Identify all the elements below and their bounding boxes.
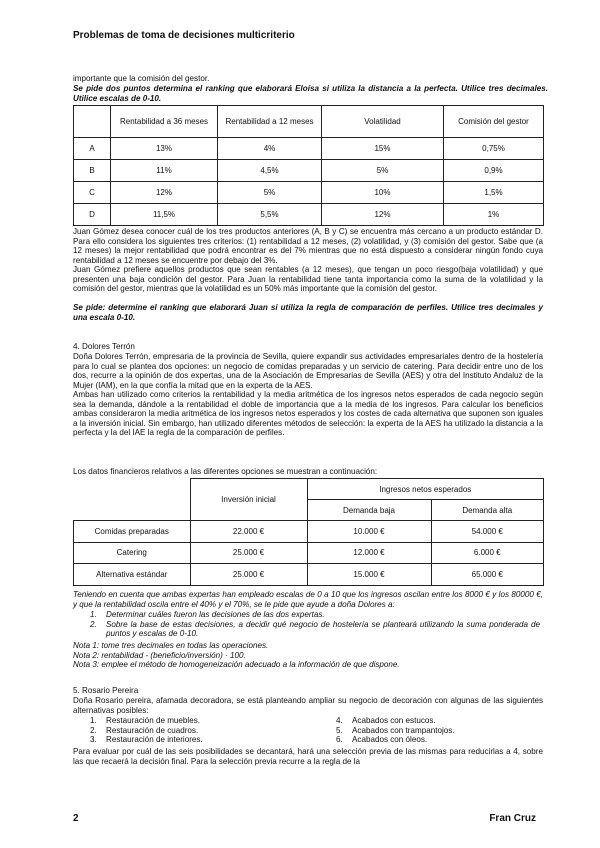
table-cell: 6.000 € [431,542,544,564]
footer-author: Fran Cruz [489,813,536,824]
intro-line: importante que la comisión del gestor. [73,74,210,83]
list-item [90,620,540,639]
dolores-paragraph-3: Los datos financieros relativos a las diferentes opciones se muestran a continuación: [73,467,378,476]
table-header-cell: Rentabilidad a 12 meses [218,106,322,138]
list-number: 2. [90,725,97,735]
table-cell: 1% [444,204,544,226]
table-header-cell: Comisión del gestor [444,106,544,138]
page-number: 2 [73,813,79,824]
table-cell: D [74,204,111,226]
funds-table [73,105,544,226]
note: Nota 3: emplee el método de homogeneización adecuado a la información de que dispone. [73,660,400,670]
table-cell: 25.000 € [190,542,307,564]
list-item [90,735,310,745]
table-cell: 0,75% [444,138,544,160]
table-cell: 25.000 € [190,564,307,586]
table-cell: 5,5% [218,204,322,226]
table-cell: 22.000 € [190,521,307,543]
note: Nota 2: rentabilidad - (beneficio/inversión) · 100. [73,650,246,660]
list-text: Acabados con óleos. [352,735,428,745]
intro-question: Se pide dos puntos determina el ranking que elaborará Eloísa si utiliza la distancia a la perfecta. Utilice tres decimales. Utilice escalas de 0-10. [73,84,548,103]
list-item [90,716,310,726]
dolores-paragraph-1: Doña Dolores Terrón, empresaria de la provincia de Sevilla, quiere expandir sus actividades empresariales dentro de la hostelería para lo cual se plantea dos opciones: un negocio de comidas preparadas y un servicio de catering. Para decidir entre uno de los dos, recurre a la opinión de dos expertas, una de la Asociación de Empresarias de Sevilla (AES) y otra del Instituto Andaluz de la Mujer (IAM), en la que confía la mitad que en la experta de la AES. [73,352,543,390]
table-cell: Catering [74,542,191,564]
list-number: 4. [336,716,343,725]
list-number: 5. [336,725,343,735]
financial-table [73,478,544,586]
table-cell: 10.000 € [307,521,431,543]
dolores-task-list [90,610,540,639]
list-text: Acabados con estucos. [352,716,436,725]
table-cell: 12% [111,182,218,204]
table-row [74,138,544,160]
table-cell: 1,5% [444,182,544,204]
table-cell: 13% [111,138,218,160]
table-cell: 5% [218,182,322,204]
juan-paragraph-2: Juan Gómez prefiere aquellos productos que sean rentables (a 12 meses), que tengan un poco riesgo(baja volatilidad) y que presenten una baja condición del gestor. Para Juan la rentabilidad tiene tanta importancia como la suma de la volatilidad y la comisión del gestor, mientras que la volatilidad es un 50% más importante que la comisión del gestor. [73,265,543,294]
table-cell: 15.000 € [307,564,431,586]
list-item [90,726,310,736]
table-cell: 12.000 € [307,542,431,564]
table-header-cell: Demanda alta [431,500,544,521]
table-cell: 11% [111,160,218,182]
list-text: Restauración de muebles. [106,716,201,725]
table-cell: 65.000 € [431,564,544,586]
table-cell: Alternativa estándar [74,564,191,586]
page-header: Problemas de toma de decisiones multicriterio [73,30,295,41]
list-text: Sobre la base de estas decisiones, a decidir qué negocio de hostelería se planteará utilizando la suma ponderada de puntos y escalas de 0-10. [106,619,540,639]
table-cell: C [74,182,111,204]
list-item [336,716,536,726]
table-header-cell: Ingresos netos esperados [307,479,544,500]
list-number: 1. [90,716,97,725]
table-cell: 15% [322,138,444,160]
table-header-cell: Demanda baja [307,500,431,521]
table-cell: 12% [322,204,444,226]
table-row [74,182,544,204]
table-header-cell: Volatilidad [322,106,444,138]
table-row [74,564,544,586]
list-text: Determinar cuáles fueron las decisiones de las dos expertas. [106,610,325,619]
table-header-row [74,106,544,138]
table-row [74,160,544,182]
table-row [74,521,544,543]
list-number: 6. [336,735,343,745]
alternatives-right [336,716,536,745]
note: Nota 1: tome tres decimales en todas las operaciones. [73,641,269,650]
table-row [74,204,544,226]
table-cell: 4,5% [218,160,322,182]
rosario-paragraph-1: Doña Rosario pereira, afamada decoradora, se está planteando ampliar su negocio de decoración con algunas de las siguientes alternativas posibles: [73,696,543,715]
list-item [336,726,536,736]
list-item [336,735,536,745]
table-header-cell [74,106,111,138]
table-row [74,542,544,564]
table-corner-cell [74,479,191,521]
notes [73,641,543,670]
table-cell: B [74,160,111,182]
table-cell: 0,9% [444,160,544,182]
alternatives-left [90,716,310,745]
list-text: Restauración de cuadros. [106,725,199,735]
table-cell: 5% [322,160,444,182]
dolores-question: Teniendo en cuenta que ambas expertas han empleado escalas de 0 a 10 que los ingresos oscilan entre los 8000 € y los 80000 €, y que la rentabilidad oscila entre el 40% y el 70%, se le pide que ayude a doña Dolores a: [73,590,543,609]
table-cell: 4% [218,138,322,160]
table-cell: 11,5% [111,204,218,226]
table-header-cell: Rentabilidad a 36 meses [111,106,218,138]
list-number: 2. [90,619,97,629]
table-cell: 54.000 € [431,521,544,543]
table-cell: A [74,138,111,160]
rosario-paragraph-2: Para evaluar por cuál de las seis posibilidades se decantará, hará una selección previa de las mismas para reducirlas a 4, sobre las que recaerá la decisión final. Para la selección previa recurre a la regla de la [73,747,543,766]
list-number: 3. [90,735,97,745]
list-text: Restauración de interiores. [106,735,203,745]
table-header-row [74,479,544,500]
list-text: Acabados con trampantojos. [352,725,455,735]
juan-paragraph-1: Juan Gómez desea conocer cuál de los tres productos anteriores (A, B y C) se encuentra más cercano a un producto estándar D. Para ello considera los siguientes tres criterios: (1) rentabilidad a 12 meses, (2) volatilidad, y (3) comisión del gestor. Sabe que (a 12 meses) la mejor rentabilidad que podrá encontrar es del 7% mientras que no está dispuesto a considerar ningún fondo cuya rentabilidad a 12 meses se encuentre por debajo del 3%. [73,227,543,265]
section-5-title: 5. Rosario Pereira [73,686,139,695]
table-cell: 10% [322,182,444,204]
dolores-paragraph-2: Ambas han utilizado como criterios la rentabilidad y la media aritmética de los ingresos netos esperados de cada negocio según sea la demanda, dándole a la rentabilidad el doble de importancia que a la media de los ingresos. Para calcular los beneficios ambas consideraron la media aritmética de los ingresos netos esperados y los costes de cada alternativa que suponen son iguales a la inversión inicial. Sin embargo, han utilizado diferentes métodos de selección: la experta de la AES ha utilizado la distancia a la perfecta y la del IAE la regla de la comparación de perfiles. [73,390,543,438]
juan-question: Se pide: determine el ranking que elaborará Juan si utiliza la regla de comparación de perfiles. Utilice tres decimales y una escala 0-10. [73,303,543,322]
list-item [90,610,540,620]
section-4-title: 4. Dolores Terrón [73,342,135,351]
table-header-cell: Inversión inicial [190,479,307,521]
table-cell: Comidas preparadas [74,521,191,543]
list-number: 1. [90,610,97,619]
